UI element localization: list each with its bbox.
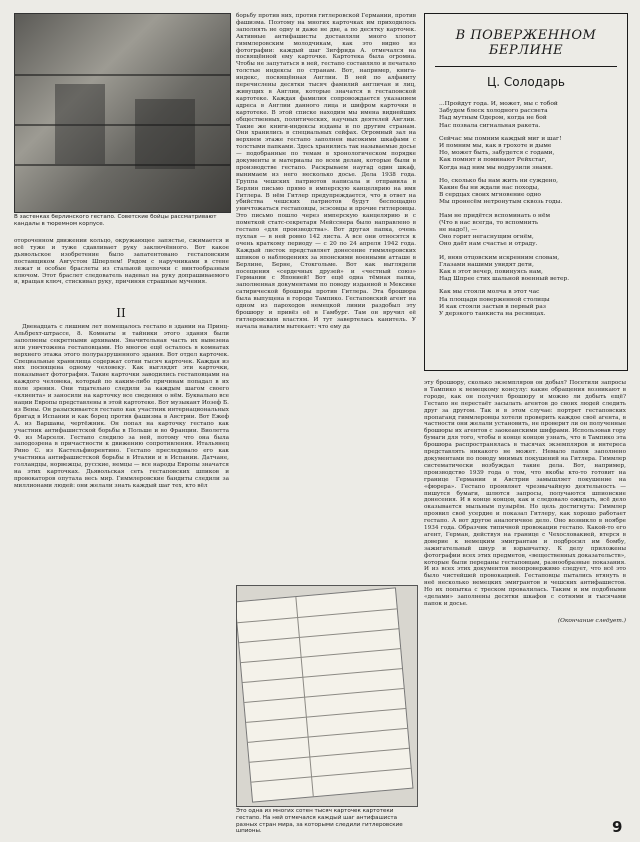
poem-line: ...Пройдут года. И, может, мы с тобой — [439, 101, 558, 107]
poem-line: И как стояли застыв в первый раз — [439, 303, 546, 310]
figure-soldier-silhouette — [55, 84, 105, 164]
page-number: 9 — [612, 818, 623, 836]
poem-title-line-2: БЕРЛИНЕ — [488, 43, 564, 58]
poem-line: Как помнят и поминают Рейхстаг, — [439, 157, 547, 164]
photo-index-card — [236, 585, 418, 807]
poem-line: И помним мы, как в грохоте и дыме — [439, 143, 552, 150]
column-a-top-text — [14, 238, 229, 286]
poem-stanza — [439, 213, 617, 249]
poem-line: Над Шпрее стих шальной военный ветер. — [439, 276, 570, 283]
poem-line: Какие бы ни ждали нас походы, — [439, 185, 540, 192]
poem-stanza — [439, 255, 617, 284]
poem-line: Оно даёт нам счастье и отраду. — [439, 241, 538, 248]
poem-author: Ц. Солодарь — [486, 75, 566, 89]
poem-line: Над мутным Одером, когда не бой — [439, 115, 547, 122]
to-be-continued: (Окончание следует.) — [557, 617, 626, 624]
paragraph: эту брошюру, сколько экземпляров он добыл? Посетили запросы в Тампико к немецкому консулу: какие обращения возникают в городе, как он получил брошюру и можно ли добыть ещё? Гестапо не перестаёт засылать агентов до своих людей следить друг за другом. Так и в этом случае: портрет гестаповских пропаганд гиммлеровцы хотели проверить каждое своё агента, в частности они желали установить, не проверит ли он полученные брошюры их агентов с заокеанскими шифрами. Использовав гору бумаги для того, чтобы в конце концов узнать, что в Тампико эта брошюра распространялась в тысячах экземпляров и интереса представлять никакого не может. Немало папок заполнено документами по поводу мнимых покушений на Гитлера. Гиммлер систематически возбуждал такие дела. Вот, например, производство 1939 года о том, что якобы кто-то готовит на границе Германии и Австрии замышляет покушение на «фюрера». Гестапо проявляет чрезвычайную деятельность — пишутся бумаги, шлются запросы, получаются шпионские донесения. И в конце концов, как и следовало ожидать, всё дело оказывается мыльным пузырём. Но цель достигнута: Гиммлер проявил своё усердие и показал Гитлеру, как хорошо работает гестапо. А вот другое аналогичное дело. Оно возникло в ноябре 1934 года. Образчик типичной провокации гестапо. Какой-то его агент, Герман, действуя на границе с Чехословакией, втерся в доверие к немецким эмигрантам и подбросил им бомбу, зажигательный шнур и взрывчатку. К делу приложены фотографии всех этих предметов, «вещественных доказательств», которые были переданы гестаповцам, разнообразные показания. И из всех этих документов неопровержимо следует, что всё это было чистейшей провокацией. Гестаповцы пытались втянуть в неё несколько немецких эмигрантов и чешских антифашистов. Но их попытка с треском провалилась. Таким и им подобными «делами» заполнены десятки шкафов с сотнями и тысячами папок и досье. — [424, 380, 626, 607]
poem-line: (Что в нас всегда, то вспомнить — [439, 219, 539, 226]
photo-prison-caption: В застенках берлинского гестапо. Советские бойцы рассматривают кандалы в тюремном корпусе. — [14, 214, 217, 227]
poem-line: Но, может быть, забудется с годами, — [439, 150, 555, 157]
poem-line: Нас позвала сигнальная ракета. — [439, 122, 541, 129]
poem-line: Когда над ним мы водрузили знамя. — [439, 164, 553, 171]
poem-line: Сейчас мы помним каждый миг и шаг! — [439, 135, 562, 142]
poem-line: И, вняв отцовским искренним словам, — [439, 254, 560, 261]
poem-line: Как мы стояли молча в этот час — [439, 289, 540, 296]
column-b-text — [236, 13, 416, 331]
poem-line: Оно горит негаснущим огнём, — [439, 234, 534, 241]
section-number: II — [116, 306, 126, 320]
poem-line: Нам не придётся вспоминать о нём — [439, 212, 551, 219]
poem-stanza — [439, 136, 617, 172]
poem-line: На площади поверженной столицы — [439, 296, 550, 303]
poem-line: Как в этот вечер, повинуясь нам, — [439, 269, 543, 276]
photo-prison-cell — [14, 13, 231, 213]
column-a-section-2 — [14, 324, 229, 490]
figure-soldier-silhouette-2 — [135, 99, 195, 169]
poem-line: Но, сколько бы нам жить ни суждено, — [439, 177, 559, 184]
paragraph: Двенадцать с лишним лет помещалось гестапо в здании на Принц-Альбрехт-штрассе, 8. Комнаты и тайники этого здания были заполнены секретными архивами. Значительная часть их вывезена или уничтожена гестаповцами. Но многое ещё осталось в комнатах верхнего этажа этого полуразрушенного здания. Вот отдел карточек. Специальные хранилища содержат сотни тысяч карточек. Каждая из них посвящена одному человеку. Как выглядят эти карточки, показывает фотография. Такие карточки заводились гестаповцами на каждого человека, который по каким-либо причинам попадал в их поле зрения. Они тщательно следили за каждым шагом своего «клиента» и заносили на карточку все сведения о нём. Буквально все нации Европы представлены в этой картотеке. Вот музыкант Иозеф Б. из Вены. Он разыскивается гестапо как участник интернациональных бригад в Испании и как борец против фашизма в Австрии. Вот Ежеф А. из Варшавы, чертёжник. Он попал на карточку гестапо как участник антифашистской борьбы в Польше и во Франции. Виолетта Ф. из Марселя. Гестапо следило за ней, потому что она была заподозрена в причастности к движению сопротивления. Итальянец Рино С. из Кастельфиорентино. Гестапо преследовало его как участника антифашистской борьбы в Италии и в Испании. Датчане, голландцы, норвежцы, русские, немцы — все народы Европы значатся на этих карточках. Дьявольская сеть гестаповских шпиков и провокаторов опутала весь мир. Гиммлеровские бандиты следили за миллионами людей: они желали знать каждый шаг тех, кто вёл — [14, 324, 229, 489]
poem-line: не надо!), — — [439, 227, 478, 234]
poem-box — [424, 13, 628, 371]
column-c-text — [424, 380, 626, 625]
poem-line: Забудем блеск холодного рассвета — [439, 108, 548, 115]
photo-index-card-caption: Это одна из многих сотен тысяч карточек картотеки гестапо. На ней отмечался каждый шаг антифашиста разных стран мира, за которыми следили гитлеровские шпионы. — [236, 808, 403, 835]
poem-line: У дерзкого танкиста на ресницах. — [439, 311, 546, 318]
index-card-sheet — [236, 587, 413, 802]
paragraph: борьбу против них, против гитлеровской Германии, против фашизма. Поэтому на многих карточках им приходилось заполнять не одну и даже не две, а по десятку карточек. Активные антифашисты доставляли много хлопот гиммлеровским молодчикам, как это видно из фотографии: каждый шаг Зигфрида А. отмечался на посвящённой ему карточке. Картотека была огромна. Чтобы не запутаться в ней, гестапо составляло и печатало толстые индексы по странам. Вот, например, книга-индекс, посвящённая Англии. В ней по алфавиту перечислены десятки тысяч фамилий англичан и лиц, живущих в Англии, которые значатся в гестаповской картотеке. Каждая фамилия сопровождается указанием адреса в Англии данного лица и шифром карточки в картотеке. В этой списке находим мы имена виднейших общественных, политических, научных деятелей Англии. Такие же книги-индексы изданы и по другим странам. Они хранились в специальных сейфах. Огромный зал на верхнем этаже гестапо заполнен высокими шкафами с толстыми папками. Здесь хранились так называемые досье — подобранные по темам в хронологическом порядке документы и материалы по всем делам, которые были в производстве гестапо. Раскрываем наугад один шкаф, вынимаем из него несколько досье. Дела 1938 года. Группа чешских патриотов написала и отправила в Берлин письмо прямо в имперскую канцелярию на имя Гитлера. В нём Гитлер предупреждается, что в ответ на убийства чешских патриотов будут беспощадно уничтожаться гестаповцы, эсэсовцы и прочие гитлеровцы. Это письмо пошло через имперскую канцелярию и с пометкой статс-секретаря Мейсснера было направлено в гестапо «для производства». Вот другая папка, очень пухлая — в ней ровно 142 листа. А все они относятся к очень краткому периоду — с 20 по 24 апреля 1942 года. Каждый листок представляет донесение гиммлеровских шпиков о наблюдениях за японскими военными атташе в Берлине, Берне, Стокгольме. Вот как выглядели посещения «сердечных друзей» и «честный союз» Германии с Японией! Вот ещё одна тёмная папка, заполненная документами по поводу изданной в Мексике сатирической брошюры против Гитлера. Эта брошюра была выпущена в городе Тампико. Гестаповский агент на одном из пароходов немецкой линии раздобыл эту брошюру и привёз её в Гамбург. Там он вручил её гитлеровским властям. И тут завертелась канитель. У начала навалим вытекает: что ему да — [236, 13, 416, 330]
poem-line: Мы пронесём нетронутым сквозь годы. — [439, 199, 563, 206]
poem-title-line-1: В ПОВЕРЖЕННОМ — [455, 28, 597, 43]
poem-stanza — [439, 101, 617, 130]
poem-line: Глазами нашими увидят дети, — [439, 261, 534, 268]
poem-line: В сердцах своих мгновение одно — [439, 192, 541, 199]
poem-body — [439, 101, 617, 318]
paragraph: отороченном движении кольцо, окружающее запястье, сжимается и всё туже и туже сдавливает руку заключённого. Вот какое дьявольское изобретение было запатентовано гестаповским поставщиком Августом Шперлем! Рядом с наручниками в стене лежат и особые браслеты из стальной цепочки с винтообразным ключом. Этот браслет следователь надевал на руку допрашиваемого и, вращая ключ, стискивал руку, причиняя страшные мучения. — [14, 238, 229, 286]
poem-stanza — [439, 178, 617, 207]
poem-stanza — [439, 289, 617, 318]
poem-title-divider — [435, 66, 617, 67]
